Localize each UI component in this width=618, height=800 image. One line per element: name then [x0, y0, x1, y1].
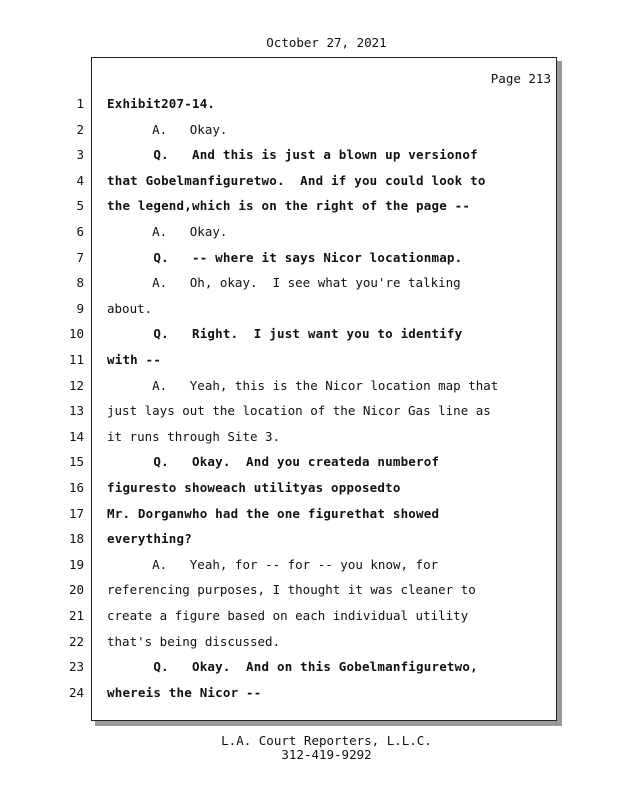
transcript-line: Mr. Dorganwho had the one figurethat showed — [107, 505, 440, 521]
transcript-line: that Gobelmanfiguretwo. And if you could look to — [107, 172, 486, 188]
transcript-line: A. Yeah, for -- for -- you know, for — [107, 556, 439, 572]
line-number: 2 — [76, 121, 84, 137]
transcript-line: about. — [107, 300, 153, 316]
line-number: 16 — [68, 480, 84, 495]
transcript-line: everything? — [107, 531, 192, 547]
line-number: 14 — [68, 428, 84, 444]
transcript-line: referencing purposes, I thought it was cleaner to — [107, 582, 476, 598]
footer-phone: 312-419-9292 — [281, 747, 372, 762]
line-number: 7 — [76, 249, 84, 265]
transcript-line: Q. Right. I just want you to identify — [107, 326, 463, 342]
transcript-line: A. Okay. — [107, 224, 228, 239]
transcript-line: create a figure based on each individual utility — [107, 608, 469, 623]
transcript-line: whereis the Nicor -- — [107, 684, 262, 700]
transcript-line: just lays out the location of the Nicor Gas line as — [107, 403, 491, 419]
line-number: 10 — [68, 326, 84, 342]
transcript-line: Exhibit207-14. — [107, 96, 216, 111]
line-number: 8 — [76, 275, 84, 291]
line-number: 17 — [68, 505, 84, 521]
line-number: 9 — [76, 300, 84, 316]
line-number: 5 — [76, 198, 84, 214]
transcript-line: Q. -- where it says Nicor locationmap. — [107, 249, 463, 265]
line-number: 4 — [76, 172, 84, 188]
transcript-line: A. Yeah, this is the Nicor location map that — [107, 377, 499, 393]
line-number: 3 — [76, 147, 84, 163]
date-header: October 27, 2021 — [266, 35, 387, 50]
transcript-line: Q. Okay. And on this Gobelmanfiguretwo, — [107, 659, 478, 675]
transcript-line: A. Okay. — [107, 121, 228, 137]
page-number: Page 213 — [490, 71, 551, 86]
transcript-line: Q. And this is just a blown up versionof — [107, 147, 478, 163]
line-number: 22 — [68, 633, 84, 649]
footer-company: L.A. Court Reporters, L.L.C. — [221, 733, 432, 748]
line-number: 1 — [76, 96, 84, 111]
line-number: 13 — [68, 403, 84, 419]
transcript-line: figuresto showeach utilityas opposedto — [107, 480, 401, 495]
line-number: 18 — [68, 531, 84, 547]
transcript-line: the legend,which is on the right of the page -- — [107, 198, 471, 214]
transcript-line: it runs through Site 3. — [107, 428, 281, 444]
transcript-line: with -- — [107, 352, 162, 367]
line-number: 11 — [68, 352, 84, 367]
transcript-line: that's being discussed. — [107, 633, 281, 649]
transcript-line: A. Oh, okay. I see what you're talking — [107, 275, 461, 291]
line-number: 20 — [68, 582, 84, 598]
transcript-line: Q. Okay. And you createda numberof — [107, 454, 440, 470]
line-number: 23 — [68, 659, 84, 675]
line-number: 24 — [68, 684, 84, 700]
line-number: 21 — [68, 608, 84, 623]
line-number: 12 — [68, 377, 84, 393]
line-number: 19 — [68, 556, 84, 572]
line-number: 6 — [76, 224, 84, 239]
line-number: 15 — [68, 454, 84, 470]
